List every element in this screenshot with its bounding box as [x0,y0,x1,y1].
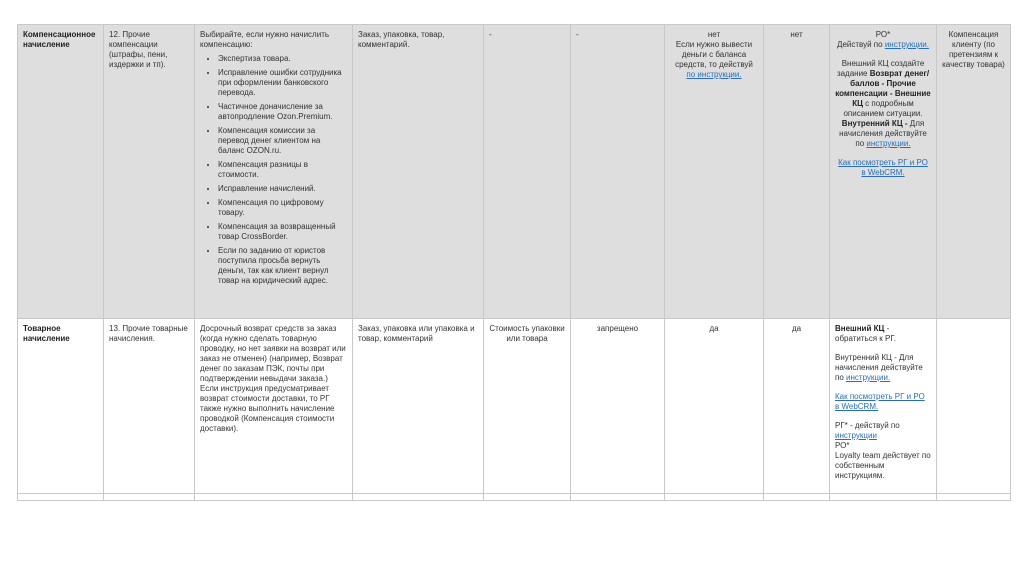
description-text: Досрочный возврат средств за заказ (когда нужно сделать товарную проводку, но нет заявки на возврат или заказ не отменен) (например, Возврат денег по заказам ПЭК, почты при подтверждении невыдачи заказа.) Если инструкция предусматривает возврат стоимости доставки, то РГ также нужно выполнить начисление проводкой (Компенсация стоимости доставки). [200,324,346,433]
fields-text: Заказ, упаковка или упаковка и товар, комментарий [358,324,475,343]
list-item: • Если по заданию от юристов поступила просьба вернуть деньги, так как клиент вернул товар на юридический адрес. [218,246,347,286]
col7-cell [665,319,764,494]
rg-instruction-link[interactable]: инструкции [835,431,877,440]
list-item: • Компенсация комиссии за перевод денег клиентом на баланс OZON.ru. [218,126,347,156]
col5-cell [484,25,571,319]
category-label: Компенсационное начисление [23,30,96,49]
col7-note: Если нужно вывести деньги с баланса средств, то действуй [675,40,753,69]
col6-text: - [576,30,579,39]
last-cell [937,25,1011,319]
col6-cell [571,319,665,494]
type-label: 13. Прочие товарные начисления. [109,324,188,343]
col6-text: запрещено [596,324,639,333]
type-label: 12. Прочие компенсации (штрафы, пени, издержки и тп). [109,30,168,69]
ro-text: Действуй по [837,40,883,49]
table-row [18,494,1011,501]
list-item: • Компенсация разницы в стоимости. [218,160,347,180]
col5-text: Стоимость упаковки или товара [489,324,565,343]
int-label: Внутренний КЦ - [841,119,908,128]
col8-cell [764,319,830,494]
table-row [18,319,1011,494]
col8-text: нет [790,30,803,39]
ro-label: РО* [875,30,891,39]
category-label: Товарное начисление [23,324,70,343]
int-instruction-link[interactable]: инструкции. [846,373,891,382]
ext-task-name: Возврат денег/баллов - Прочие компенсации - Внешние КЦ [835,69,931,108]
description-cell [195,25,353,319]
int-text: Внутренний КЦ - Для начисления действуйте по [835,353,923,382]
fields-text: Заказ, упаковка, товар, комментарий. [358,30,445,49]
int-text: Для начисления действуйте по [839,119,927,148]
rg-text: РГ* - действуй по [835,421,900,430]
list-item: • Компенсация по цифровому товару. [218,198,347,218]
list-item: • Экспертиза товара. [218,54,347,64]
list-item: • Компенсация за возвращенный товар CrossBorder. [218,222,347,242]
responsible-cell [830,25,937,319]
col8-text: да [791,324,802,333]
col5-cell [484,319,571,494]
webcrm-link[interactable]: Как посмотреть РГ и РО в WebCRM. [838,158,928,177]
col5-text: - [489,30,492,39]
ext-text: - обратиться к РГ. [835,324,896,343]
ext-label: Внешний КЦ [835,324,885,333]
category-cell [18,25,104,319]
col7-cell [665,25,764,319]
description-intro: Выбирайте, если нужно начислить компенсацию: [200,30,330,49]
fields-cell [353,319,484,494]
col8-cell [764,25,830,319]
fields-cell [353,25,484,319]
ro-instruction-link[interactable]: инструкции. [884,40,929,49]
col7-value: нет [707,30,721,39]
type-cell [104,25,195,319]
type-cell [104,319,195,494]
ext-text-2: с подробным описанием ситуации. [843,99,923,118]
description-list [200,54,347,286]
col7-text: да [709,324,719,333]
compensation-table [17,24,1011,501]
ext-text-1: Внешний КЦ создайте задание [836,59,925,78]
list-item: • Частичное доначисление за автопродление Ozon.Premium. [218,102,347,122]
last-cell [937,319,1011,494]
list-item: • Исправление ошибки сотрудника при оформлении банковского перевода. [218,68,347,98]
ro-text: Loyalty team действует по собственным инструкциям. [835,451,931,480]
ro-label: РО* [835,441,850,450]
col6-cell [571,25,665,319]
webcrm-link[interactable]: Как посмотреть РГ и РО в WebCRM. [835,392,925,411]
table-row [18,25,1011,319]
list-item: • Исправление начислений. [218,184,347,194]
last-text: Компенсация клиенту (по претензиям к качеству товара) [942,30,1005,69]
instruction-link[interactable]: по инструкции. [686,70,742,79]
responsible-cell [830,319,937,494]
int-instruction-link[interactable]: инструкции. [866,139,911,148]
category-cell [18,319,104,494]
description-cell [195,319,353,494]
